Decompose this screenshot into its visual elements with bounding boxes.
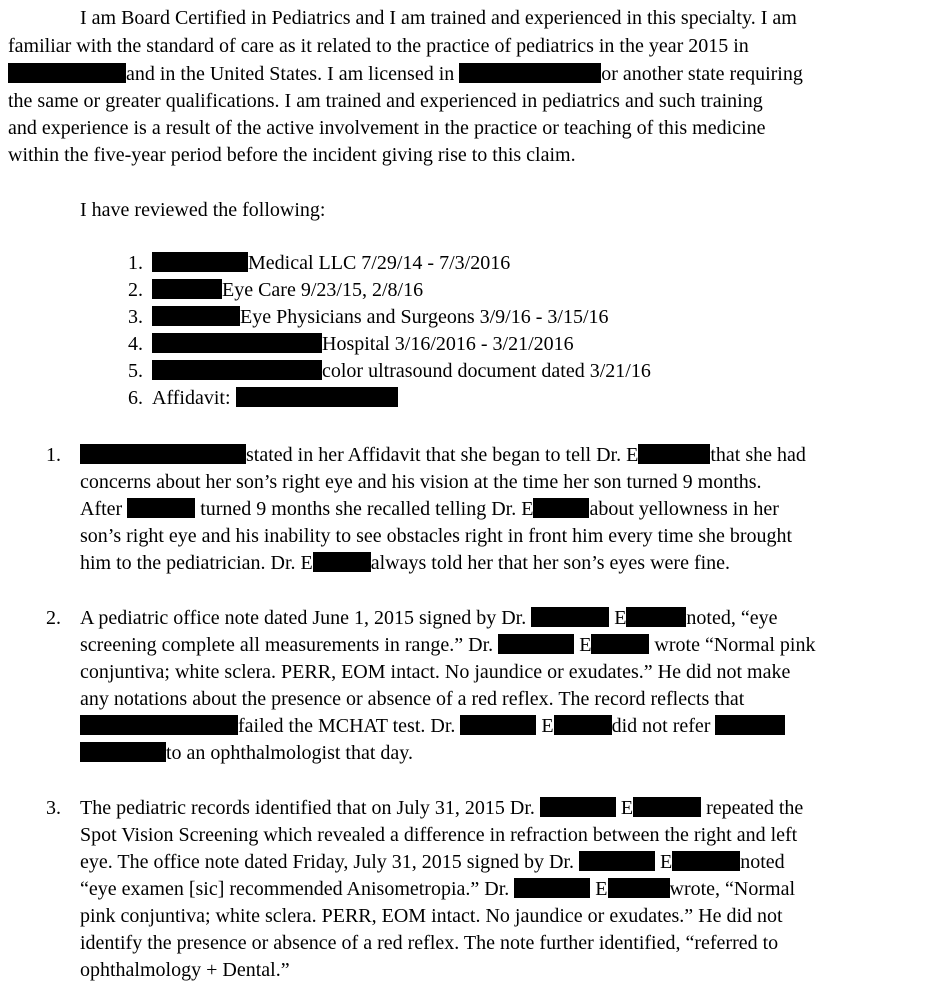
- redaction-block: [459, 63, 601, 83]
- list-number: 2.: [128, 279, 143, 301]
- redaction-block: [127, 498, 195, 518]
- finding-line: After turned 9 months she recalled telling Dr. E about yellowness in her: [80, 498, 779, 520]
- finding-line: to an ophthalmologist that day.: [80, 741, 413, 765]
- redaction-block: [498, 634, 574, 654]
- intro-line: I am Board Certified in Pediatrics and I am trained and experienced in this specialty. I am: [80, 7, 797, 29]
- redaction-block: [638, 444, 710, 464]
- redaction-block: [540, 797, 616, 817]
- list-text: Hospital 3/16/2016 - 3/21/2016: [322, 333, 574, 355]
- redaction-block: [80, 715, 238, 735]
- finding-line: failed the MCHAT test. Dr. E did not refer: [80, 714, 785, 738]
- reviewed-heading: I have reviewed the following:: [80, 199, 326, 221]
- redaction-block: [460, 715, 536, 735]
- list-number: 4.: [128, 333, 143, 355]
- finding-line: ophthalmology + Dental.”: [80, 959, 290, 981]
- redaction-block: [533, 498, 589, 518]
- list-text: Eye Care 9/23/15, 2/8/16: [222, 279, 424, 301]
- list-number: 1.: [128, 252, 143, 274]
- redaction-block: [152, 306, 240, 326]
- redaction-block: [608, 878, 670, 898]
- finding-number: 2.: [46, 607, 61, 629]
- redaction-block: [579, 851, 655, 871]
- intro-line: and in the United States. I am licensed in or another state requiring: [8, 62, 803, 86]
- redaction-block: [626, 607, 686, 627]
- intro-line: the same or greater qualifications. I am trained and experienced in pediatrics and such training: [8, 90, 763, 112]
- finding-line: any notations about the presence or absence of a red reflex. The record reflects that: [80, 688, 745, 710]
- list-number: 3.: [128, 306, 143, 328]
- finding-number: 3.: [46, 797, 61, 819]
- redaction-block: [514, 878, 590, 898]
- finding-line: eye. The office note dated Friday, July 31, 2015 signed by Dr. E noted: [80, 851, 785, 873]
- finding-line: pink conjuntiva; white sclera. PERR, EOM intact. No jaundice or exudates.” He did not: [80, 905, 783, 927]
- intro-line: within the five-year period before the incident giving rise to this claim.: [8, 144, 576, 166]
- redaction-block: [80, 742, 166, 762]
- finding-line: screening complete all measurements in range.” Dr. E wrote “Normal pink: [80, 634, 816, 656]
- redaction-block: [152, 252, 248, 272]
- redaction-block: [313, 552, 371, 572]
- redaction-block: [591, 634, 649, 654]
- redaction-block: [152, 279, 222, 299]
- list-text: Medical LLC 7/29/14 - 7/3/2016: [248, 252, 511, 274]
- list-text: Affidavit:: [152, 387, 231, 409]
- finding-line: him to the pediatrician. Dr. E always told her that her son’s eyes were fine.: [80, 552, 731, 574]
- list-number: 6.: [128, 387, 143, 409]
- finding-line: son’s right eye and his inability to see obstacles right in front him every time she brought: [80, 525, 793, 547]
- intro-line: and experience is a result of the active involvement in the practice or teaching of this medicine: [8, 117, 766, 139]
- redaction-block: [152, 360, 322, 380]
- finding-line: “eye examen [sic] recommended Anisometropia.” Dr. E wrote, “Normal: [80, 878, 796, 900]
- finding-line: Spot Vision Screening which revealed a difference in refraction between the right and left: [80, 824, 798, 846]
- redaction-block: [531, 607, 609, 627]
- finding-number: 1.: [46, 444, 61, 466]
- redaction-block: [8, 63, 126, 83]
- list-number: 5.: [128, 360, 143, 382]
- redaction-block: [152, 333, 322, 353]
- list-text: color ultrasound document dated 3/21/16: [322, 360, 651, 382]
- intro-line: familiar with the standard of care as it related to the practice of pediatrics in the year 2015 in: [8, 35, 749, 57]
- redaction-block: [554, 715, 612, 735]
- finding-line: The pediatric records identified that on July 31, 2015 Dr. E repeated the: [80, 797, 804, 819]
- finding-line: identify the presence or absence of a red reflex. The note further identified, “referred to: [80, 932, 779, 954]
- list-text: Eye Physicians and Surgeons 3/9/16 - 3/15/16: [240, 306, 609, 328]
- redaction-block: [80, 444, 246, 464]
- redaction-block: [633, 797, 701, 817]
- redaction-block: [236, 387, 398, 407]
- redaction-block: [672, 851, 740, 871]
- finding-line: A pediatric office note dated June 1, 2015 signed by Dr. E noted, “eye: [80, 607, 778, 629]
- redaction-block: [715, 715, 785, 735]
- finding-line: conjuntiva; white sclera. PERR, EOM intact. No jaundice or exudates.” He did not make: [80, 661, 791, 683]
- finding-line: stated in her Affidavit that she began to tell Dr. E that she had: [80, 443, 806, 467]
- finding-line: concerns about her son’s right eye and his vision at the time her son turned 9 months.: [80, 471, 762, 493]
